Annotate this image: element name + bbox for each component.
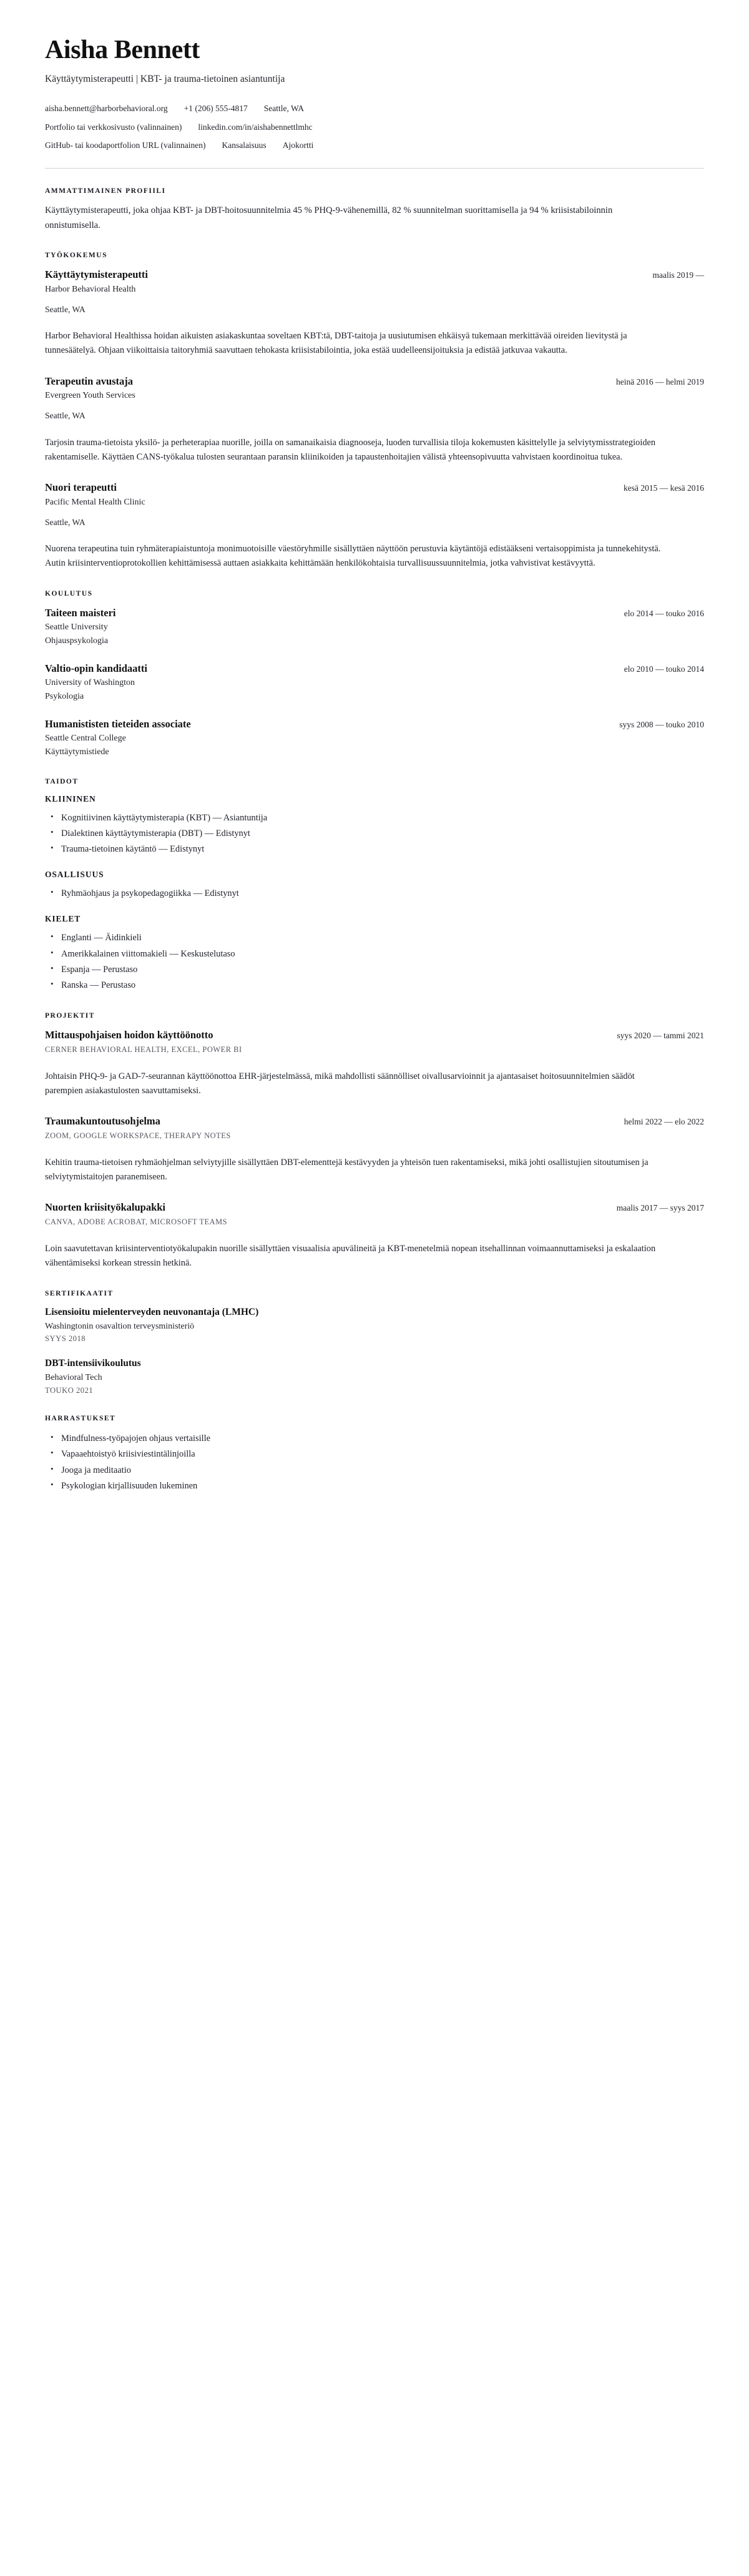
experience-entry — [45, 375, 704, 465]
experience-description: Tarjosin trauma-tietoista yksilö- ja perheterapiaa nuorille, joilla on samanaikaisia diagnooseja, luoden turvallisia tiloja kokemusten käsittelylle ja selviytymisstrategioiden rakentamiselle. Käyttäen CANS-työkalua tulosten seurantaan paransin kliinikoiden ja tapaustenhoitajien välistä yhteensopivuutta vahvistaen koordinoitua tukea. — [45, 437, 656, 462]
skill-item: • Amerikkalainen viittomakieli — Keskustelutaso — [61, 946, 704, 962]
section-title-projects: PROJEKTIT — [45, 1012, 95, 1020]
skill-item-list — [45, 930, 704, 993]
hobby-item: • Vapaaehtoistyö kriisiviestintälinjoilla — [61, 1447, 704, 1462]
certification-name: DBT-intensiivikoulutus — [45, 1357, 141, 1369]
education-entry — [45, 606, 704, 648]
education-date: elo 2010 — touko 2014 — [624, 664, 704, 674]
section-summary — [45, 187, 704, 233]
section-title-skills: TAIDOT — [45, 777, 79, 785]
experience-entry — [45, 481, 704, 571]
certification-date: TOUKO 2021 — [45, 1385, 94, 1395]
education-entry-head — [45, 606, 704, 619]
skill-item: • Ryhmäohjaus ja psykopedagogiikka — Edistynyt — [61, 886, 704, 902]
project-date: maalis 2017 — syys 2017 — [616, 1203, 704, 1213]
experience-entry-head — [45, 268, 704, 281]
experience-list — [45, 268, 704, 571]
contact-item[interactable]: aisha.bennett@harborbehavioral.org — [45, 104, 168, 114]
candidate-name: Aisha Bennett — [45, 36, 200, 64]
experience-role: Nuori terapeutti — [45, 481, 117, 494]
skill-item: • Kognitiivinen käyttäytymisterapia (KBT) — Asiantuntija — [61, 810, 704, 826]
section-hobbies — [45, 1415, 704, 1494]
education-field: Ohjauspsykologia — [45, 636, 109, 646]
education-entry-head — [45, 717, 704, 730]
project-name: Mittauspohjaisen hoidon käyttöönotto — [45, 1029, 213, 1041]
contact-block — [45, 102, 704, 152]
skill-group-title: KLIININEN — [45, 794, 96, 804]
project-description: Kehitin trauma-tietoisen ryhmäohjelman selviytyjille sisällyttäen DBT-elementtejä kestävyyden ja yhteisön tuen rakentamiseksi, mikä johti osallistujien sitoutumisen ja selviytymistaitojen paranemiseen. — [45, 1157, 649, 1182]
contact-item[interactable]: Seattle, WA — [263, 104, 304, 114]
experience-role: Käyttäytymisterapeutti — [45, 268, 148, 281]
skill-item: • Espanja — Perustaso — [61, 962, 704, 978]
experience-location: Seattle, WA — [45, 517, 86, 527]
resume-header — [45, 36, 704, 152]
section-title-education: KOULUTUS — [45, 589, 93, 597]
experience-date: kesä 2015 — kesä 2016 — [624, 483, 704, 493]
section-title-summary: AMMATTIMAINEN PROFIILI — [45, 187, 166, 195]
experience-company: Evergreen Youth Services — [45, 391, 135, 401]
experience-entry-head — [45, 481, 704, 494]
experience-description: Harbor Behavioral Healthissa hoidan aikuisten asiakaskuntaa soveltaen KBT:tä, DBT-taitoja ja uusiutumisen ehkäisyä tukemaan merkittävää oireiden lievitystä ja tunnesäätelyä. Ohjaan viikoittaisia taitoryhmiä saavuttaen tehokasta kriisistabilointia, joka estää uudelleensijoituksia ja edistää jatkuvaa vakautta. — [45, 331, 627, 356]
education-degree: Humanististen tieteiden associate — [45, 717, 191, 730]
project-tech-stack: ZOOM, GOOGLE WORKSPACE, THERAPY NOTES — [45, 1131, 231, 1140]
project-description: Loin saavutettavan kriisinterventiotyökalupakin nuorille sisällyttäen visuaalisia apuvälineitä ja KBT-menetelmiä nopean itsehallinnan voimaannuttamiseksi ja eskalaation vähentämiseksi korkean stressin hetkinä. — [45, 1243, 656, 1269]
project-tech-stack: CANVA, ADOBE ACROBAT, MICROSOFT TEAMS — [45, 1217, 228, 1226]
education-school: Seattle University — [45, 622, 108, 632]
certification-entry — [45, 1357, 704, 1396]
projects-list — [45, 1028, 704, 1271]
section-skills — [45, 778, 704, 994]
project-entry — [45, 1201, 704, 1271]
contact-row — [45, 121, 704, 134]
education-degree: Valtio-opin kandidaatti — [45, 662, 147, 674]
project-entry-head — [45, 1201, 704, 1214]
experience-date: heinä 2016 — helmi 2019 — [616, 376, 704, 386]
summary-text: Käyttäytymisterapeutti, joka ohjaa KBT- ja DBT-hoitosuunnitelmia 45 % PHQ-9-vähenemillä, 82 % suunnitelman suorittamisella ja 94 % kriisistabiloinnin onnistumisella. — [45, 205, 613, 230]
skill-group — [45, 870, 704, 902]
certification-date: SYYS 2018 — [45, 1334, 86, 1344]
section-certifications — [45, 1290, 704, 1397]
experience-entry-head — [45, 375, 704, 388]
education-field: Psykologia — [45, 692, 84, 702]
skill-group — [45, 914, 704, 993]
skill-group — [45, 794, 704, 858]
experience-entry — [45, 268, 704, 358]
skill-item: • Dialektinen käyttäytymisterapia (DBT) — Edistynyt — [61, 826, 704, 842]
experience-location: Seattle, WA — [45, 305, 86, 315]
skill-group-title: KIELET — [45, 914, 81, 924]
certification-name: Lisensioitu mielenterveyden neuvonantaja (LMHC) — [45, 1306, 259, 1317]
project-tech-stack: CERNER BEHAVIORAL HEALTH, EXCEL, POWER BI — [45, 1045, 242, 1054]
candidate-headline: Käyttäytymisterapeutti | KBT- ja trauma-tietoinen asiantuntija — [45, 74, 285, 85]
section-title-hobbies: HARRASTUKSET — [45, 1415, 116, 1423]
contact-row — [45, 139, 704, 152]
hobbies-list — [45, 1431, 704, 1494]
project-description: Johtaisin PHQ-9- ja GAD-7-seurannan käyttöönottoa EHR-järjestelmässä, mikä mahdollisti säännölliset oivallusarvioinnit ja ajantasaiset hoitosuunnitelmien säädöt parempien asiakastulosten saavuttamiseksi. — [45, 1071, 635, 1096]
contact-row — [45, 102, 704, 115]
skills-list — [45, 794, 704, 994]
certification-issuer: Washingtonin osavaltion terveysministeriö — [45, 1321, 195, 1331]
section-title-experience: TYÖKOKEMUS — [45, 252, 107, 260]
education-degree: Taiteen maisteri — [45, 606, 116, 619]
education-school: University of Washington — [45, 678, 135, 688]
experience-date: maalis 2019 — — [652, 270, 704, 280]
education-list — [45, 606, 704, 759]
project-date: syys 2020 — tammi 2021 — [617, 1031, 704, 1041]
hobby-item: • Jooga ja meditaatio — [61, 1463, 704, 1478]
project-entry-head — [45, 1114, 704, 1128]
experience-description: Nuorena terapeutina tuin ryhmäterapiaistuntoja monimuotoisille väestöryhmille sisällyttäen näyttöön perustuvia käytäntöjä edistääkseni vertaisoppimista ja tunnekehitystä. Autin kriisinterventioprotokollien kehittämisessä auttaen asiakkaita kehittämään henkilökohtaisia turvallisuussuunnitelmia, jotka vahvistivat kestävyyttä. — [45, 543, 661, 569]
contact-item[interactable]: Portfolio tai verkkosivusto (valinnainen) — [45, 122, 182, 132]
contact-item[interactable]: linkedin.com/in/aishabennettlmhc — [198, 122, 313, 132]
skill-group-title: OSALLISUUS — [45, 870, 104, 880]
header-divider — [45, 168, 704, 169]
hobby-item: • Mindfulness-työpajojen ohjaus vertaisille — [61, 1431, 704, 1447]
skill-item: • Englanti — Äidinkieli — [61, 930, 704, 946]
education-date: syys 2008 — touko 2010 — [619, 719, 704, 729]
contact-item[interactable]: GitHub- tai koodaportfolion URL (valinnainen) — [45, 140, 206, 150]
contact-item[interactable]: +1 (206) 555-4817 — [184, 104, 248, 114]
certifications-list — [45, 1306, 704, 1397]
education-date: elo 2014 — touko 2016 — [624, 608, 704, 618]
hobby-item: • Psykologian kirjallisuuden lukeminen — [61, 1478, 704, 1494]
skill-item-list — [45, 810, 704, 858]
section-title-certifications: SERTIFIKAATIT — [45, 1289, 114, 1297]
project-entry — [45, 1028, 704, 1098]
skill-item-list — [45, 886, 704, 902]
project-name: Traumakuntoutusohjelma — [45, 1115, 160, 1128]
project-date: helmi 2022 — elo 2022 — [624, 1117, 704, 1127]
experience-company: Harbor Behavioral Health — [45, 284, 136, 294]
certification-entry — [45, 1306, 704, 1345]
contact-item[interactable]: Ajokortti — [282, 140, 314, 150]
experience-location: Seattle, WA — [45, 411, 86, 421]
experience-company: Pacific Mental Health Clinic — [45, 497, 145, 507]
skill-item: • Trauma-tietoinen käytäntö — Edistynyt — [61, 842, 704, 857]
skill-item: • Ranska — Perustaso — [61, 978, 704, 993]
project-entry-head — [45, 1028, 704, 1041]
education-entry-head — [45, 662, 704, 675]
education-school: Seattle Central College — [45, 734, 126, 744]
certification-issuer: Behavioral Tech — [45, 1373, 102, 1383]
section-experience — [45, 252, 704, 571]
experience-role: Terapeutin avustaja — [45, 375, 134, 387]
education-field: Käyttäytymistiede — [45, 747, 109, 757]
section-education — [45, 590, 704, 759]
education-entry — [45, 662, 704, 704]
education-entry — [45, 717, 704, 759]
project-entry — [45, 1114, 704, 1184]
project-name: Nuorten kriisityökalupakki — [45, 1201, 166, 1214]
section-projects — [45, 1012, 704, 1271]
contact-item[interactable]: Kansalaisuus — [222, 140, 267, 150]
